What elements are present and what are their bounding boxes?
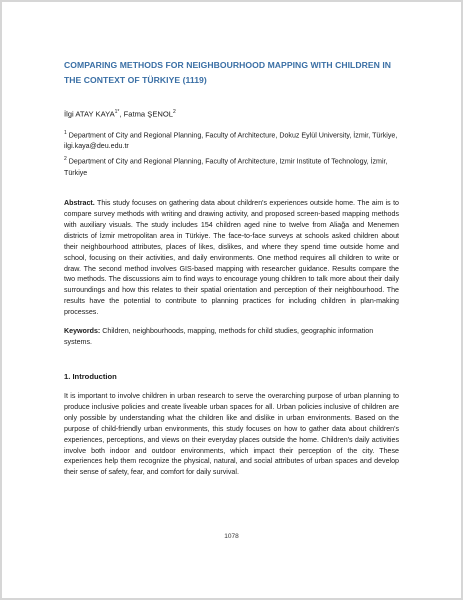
author-separator: , <box>119 109 124 119</box>
abstract-text: This study focuses on gathering data about children's experiences outside home. The aim is to compare survey methods with writing and drawing activity, and proposed screen-based mapping methods with auxiliary visuals. The study includes 154 children aged nine to twelve from Aliağa and Menemen districts of İzmir metropolitan area in Türkiye. The face-to-face surveys at schools asked children about their neighbourhood attributes, places of likes, dislikes, and where they spend time outside home and school, focusing on their activities, and daily environments. One method requires all children to write or draw. The second method involves GIS-based mapping with researcher guidance. Results compare the two methods. The discussions aim to find ways to encourage young children to talk more about their daily surroundings and how this relates to their spatial orientation and perception of their neighbourhood. The results have the potential to contribute to planning practices for including children in plan-making processes. <box>64 199 399 316</box>
abstract <box>64 198 399 317</box>
author-name: İlgi ATAY KAYA <box>64 109 115 119</box>
author-list <box>64 109 399 119</box>
author-superscript: 2 <box>173 109 176 115</box>
abstract-label: Abstract. <box>64 199 95 208</box>
affiliation-text: Department of City and Regional Planning, Faculty of Architecture, Izmir Institute of Technology, İzmir, Türkiye <box>64 157 388 177</box>
author-name: Fatma ŞENOL <box>123 109 173 119</box>
affiliation-superscript: 1 <box>64 129 67 136</box>
page-number: 1078 <box>224 533 239 540</box>
affiliation <box>64 128 399 152</box>
keywords-label: Keywords: <box>64 326 101 335</box>
introduction-paragraph: It is important to involve children in urban research to serve the overarching purpose of urban planning to produce inclusive policies and create liveable urban spaces for all. Urban policies inclusive of children are only possible by understanding what the children like and dislike in urban environments. Based on the purpose of child-friendly urban environments, this study focuses on how to gather data about children's experiences, perceptions, and views on their everyday places outside the home. Children's daily activities involve both indoor and outdoor environments, which impact their perception of the city. These experiences help them recognize the physical, natural, and social attributes of urban spaces and develop their sense of safety, fear, and comfort for daily survival. <box>64 392 399 477</box>
keywords <box>64 326 399 348</box>
affiliation-superscript: 2 <box>64 156 67 163</box>
affiliation-text: Department of City and Regional Planning, Faculty of Architecture, Dokuz Eylül University, İzmir, Türkiye, ilgi.kaya@deu.edu.tr <box>64 130 398 150</box>
affiliation <box>64 154 399 178</box>
paper-title: COMPARING METHODS FOR NEIGHBOURHOOD MAPPING WITH CHILDREN IN THE CONTEXT OF TÜRKIYE (1119) <box>64 60 392 85</box>
author-superscript: 1* <box>114 109 120 115</box>
paper-page <box>2 2 461 598</box>
section-heading: 1. Introduction <box>64 372 117 382</box>
keywords-text: Children, neighbourhoods, mapping, methods for child studies, geographic information systems. <box>64 326 374 346</box>
affiliation-list <box>64 128 399 179</box>
